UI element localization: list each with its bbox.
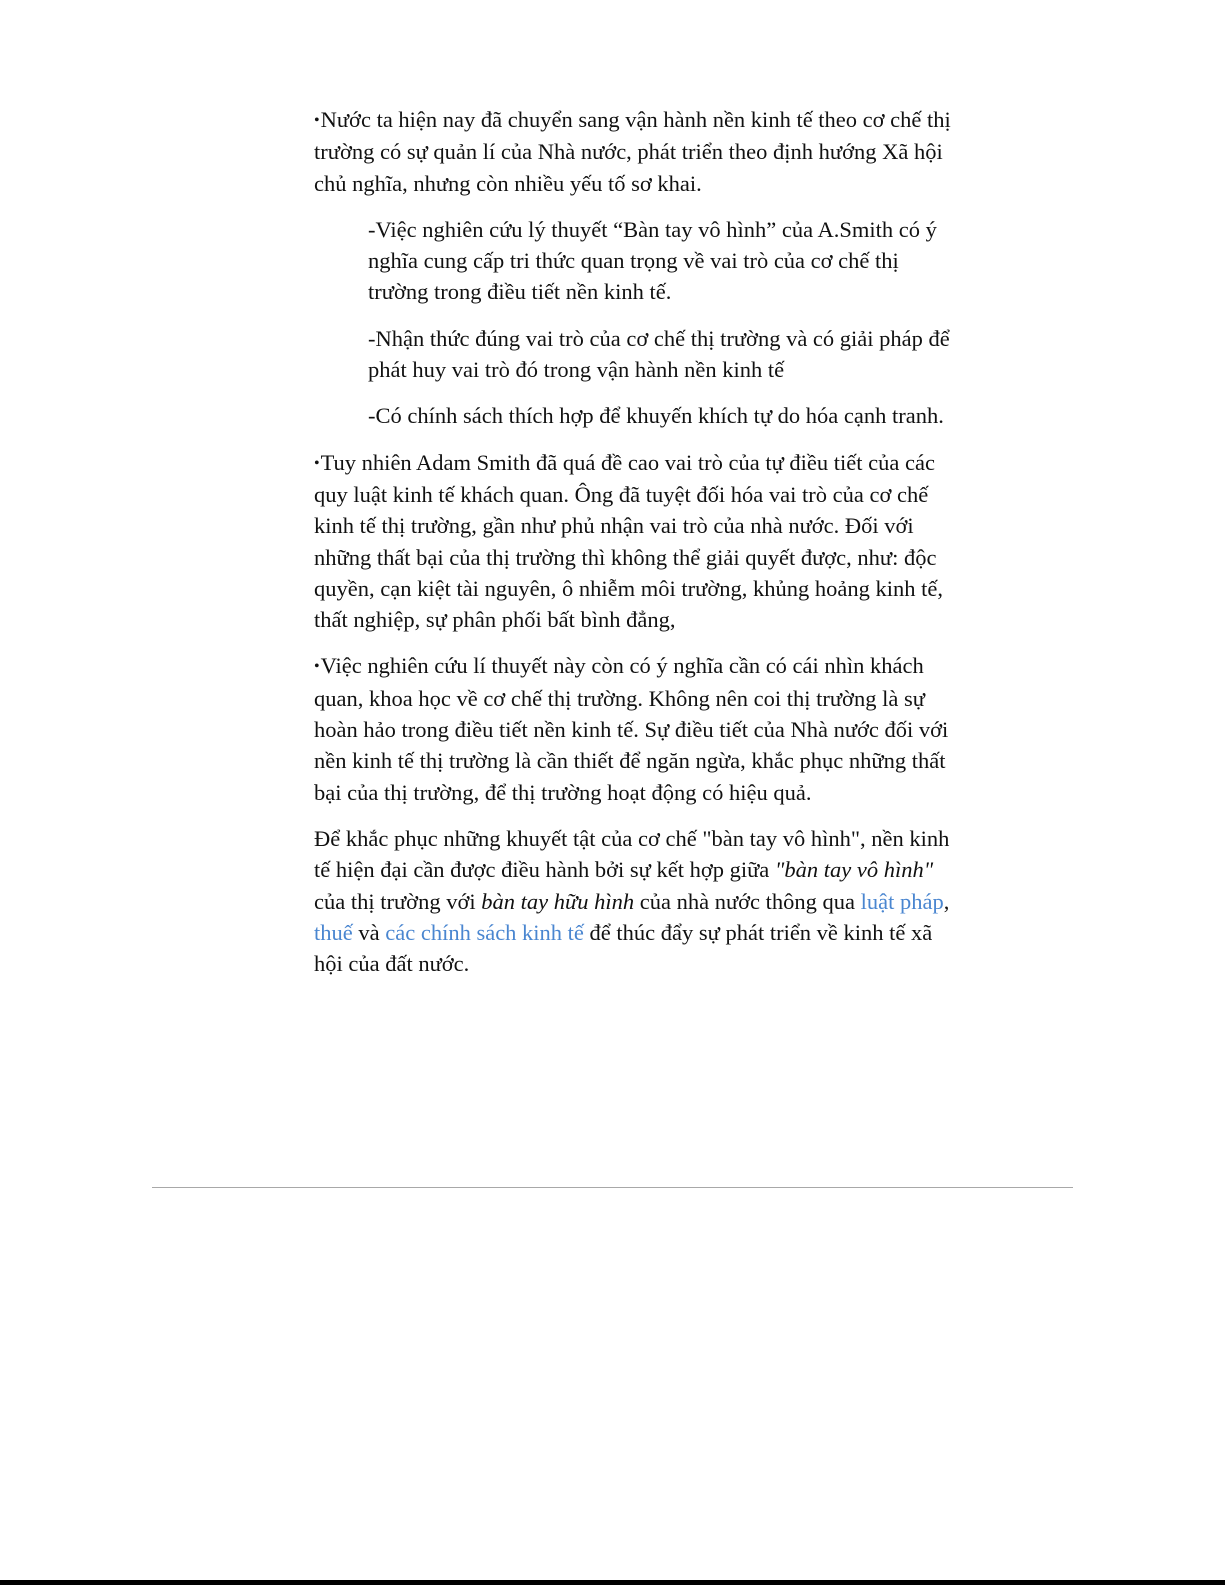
bullet-glyph: •: [314, 658, 320, 676]
italic-phrase-invisible-hand: "bàn tay vô hình": [774, 857, 934, 883]
bullet-glyph: •: [314, 454, 320, 472]
link-luat-phap[interactable]: luật pháp: [860, 888, 944, 914]
bottom-edge-bar: [0, 1580, 1225, 1585]
text-segment: của nhà nước thông qua: [634, 888, 861, 914]
page-divider: [152, 1187, 1073, 1188]
paragraph-text: Nước ta hiện nay đã chuyển sang vận hành nền kinh tế theo cơ chế thị trường có sự quản lí của Nhà nước, phát triển theo định hướng Xã hội chủ nghĩa, nhưng còn nhiều yếu tố sơ khai.: [314, 107, 951, 196]
text-segment: của thị trường với: [314, 888, 482, 914]
paragraph-text: Tuy nhiên Adam Smith đã quá đề cao vai trò của tự điều tiết của các quy luật kinh tế khách quan. Ông đã tuyệt đối hóa vai trò của cơ chế kinh tế thị trường, gần như phủ nhận vai trò của nhà nước. Đối với những thất bại của thị trường thì không thể giải quyết được, như: độc quyền, cạn kiệt tài nguyên, ô nhiễm môi trường, khủng hoảng kinh tế, thất nghiệp, sự phân phối bất bình đẳng,: [314, 449, 943, 633]
text-segment: ,: [943, 888, 950, 914]
paragraph-conclusion: [314, 823, 964, 979]
link-thue[interactable]: thuế: [314, 919, 353, 945]
text-segment: để thúc đẩy sự phát triển về kinh tế xã hội của đất nước.: [314, 919, 933, 977]
paragraph-bullet-3: [314, 650, 964, 807]
bullet-glyph: •: [314, 112, 320, 129]
paragraph-text: Việc nghiên cứu lí thuyết này còn có ý nghĩa cần có cái nhìn khách quan, khoa học về cơ chế thị trường. Không nên coi thị trường là sự hoàn hảo trong điều tiết nền kinh tế. Sự điều tiết của Nhà nước đối với nền kinh tế thị trường là cần thiết để ngăn ngừa, khắc phục những thất bại của thị trường, để thị trường hoạt động có hiệu quả.: [314, 653, 949, 805]
paragraph-indent-3: -Có chính sách thích hợp để khuyến khích tự do hóa cạnh tranh.: [368, 403, 944, 429]
paragraph-bullet-1: [314, 104, 964, 199]
paragraph-bullet-2: [314, 447, 964, 636]
text-segment: Để khắc phục những khuyết tật của cơ chế "bàn tay vô hình", nền kinh tế hiện đại cần được điều hành bởi sự kết hợp giữa: [314, 825, 950, 883]
text-segment: và: [352, 919, 386, 945]
link-chinh-sach-kinh-te[interactable]: các chính sách kinh tế: [385, 919, 584, 945]
document-body: [314, 104, 964, 994]
paragraph-indent-2: -Nhận thức đúng vai trò của cơ chế thị trường và có giải pháp để phát huy vai trò đó trong vận hành nền kinh tế: [368, 325, 950, 383]
italic-phrase-visible-hand: bàn tay hữu hình: [481, 888, 635, 914]
paragraph-indent-1: -Việc nghiên cứu lý thuyết “Bàn tay vô hình” của A.Smith có ý nghĩa cung cấp tri thức quan trọng về vai trò của cơ chế thị trường trong điều tiết nền kinh tế.: [368, 216, 937, 305]
